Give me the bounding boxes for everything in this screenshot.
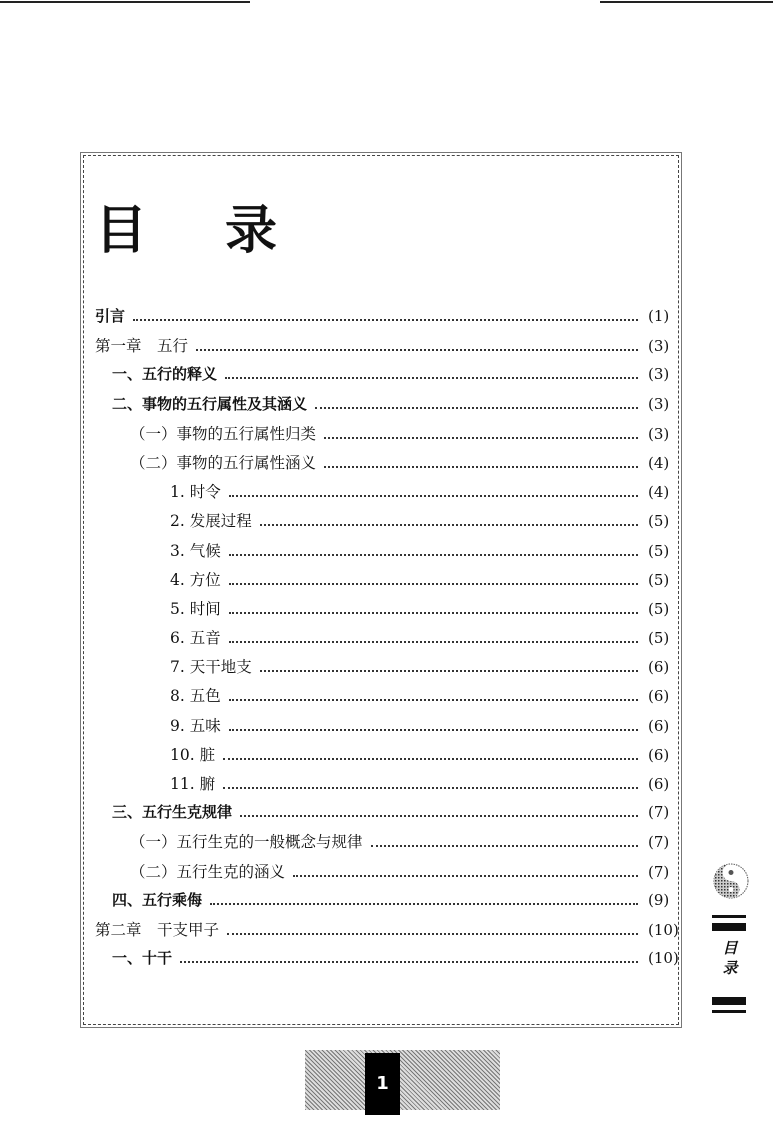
toc-entry[interactable] [95,830,680,859]
toc-entry-page: (6) [648,658,670,677]
dot-leader [260,524,638,526]
toc-entry[interactable] [95,626,680,655]
toc-entry-label: 一、五行的释义 [112,365,218,384]
toc-entry[interactable] [95,539,680,568]
toc-entry-page: (7) [648,833,670,852]
toc-entry-label: 6. 五音 [170,629,221,648]
toc-entry-label: 第一章 五行 [95,337,189,356]
dot-leader [225,377,638,379]
page-number-bar [305,1050,500,1110]
toc-entry-page: (10) [648,949,679,968]
dot-leader [315,407,638,409]
toc-entry-label: 8. 五色 [170,687,221,706]
title-char-2: 录 [225,201,278,261]
toc-entry-page: (10) [648,920,679,939]
toc-entry-label: 2. 发展过程 [170,512,252,531]
toc-entry[interactable] [95,772,680,801]
toc-entry-page: (3) [648,337,670,356]
toc-entry[interactable] [95,947,680,976]
toc-entry-page: (5) [648,629,670,648]
dot-leader [260,670,638,672]
side-tab-char-2: 录 [722,959,738,977]
dot-leader [223,758,638,760]
toc-entry-label: 二、事物的五行属性及其涵义 [112,394,308,413]
toc-entry[interactable] [95,918,680,947]
toc-entry-page: (5) [648,599,670,618]
dot-leader [293,875,638,877]
dot-leader [180,961,638,963]
page-number: 1 [365,1053,400,1115]
dot-leader [196,349,638,351]
toc-entry[interactable] [95,451,680,480]
side-rule [712,915,746,918]
dot-leader [229,729,638,731]
dot-leader [371,845,638,847]
toc-entry-page: (6) [648,745,670,764]
toc-entry-page: (4) [648,453,670,472]
toc-entry-label: 引言 [95,307,126,325]
toc-entry-page: (3) [648,394,670,413]
side-rule [712,1010,746,1013]
toc-entry-label: 一、十干 [112,949,173,968]
toc-entry[interactable] [95,655,680,684]
dot-leader [229,699,638,701]
toc-entry[interactable] [95,597,680,626]
toc-entry-label: （一）事物的五行属性归类 [130,424,317,443]
side-block [712,997,746,1005]
toc-entry-label: 3. 气候 [170,541,221,560]
dot-leader [229,583,638,585]
top-rule-right [600,1,773,3]
toc-entry[interactable] [95,743,680,772]
dot-leader [229,495,638,497]
toc-entry[interactable] [95,714,680,743]
dot-leader [240,815,638,817]
side-block [712,923,746,931]
toc-entry-page: (6) [648,775,670,793]
toc-entry-label: 9. 五味 [170,716,221,735]
toc-entry-label: （二）事物的五行属性涵义 [130,453,317,472]
toc-entry-label: 四、五行乘侮 [112,890,203,909]
yin-yang-icon [712,862,750,900]
toc-entry[interactable] [95,509,680,538]
toc-entry-label: 第二章 干支甲子 [95,920,220,939]
toc-entry-page: (6) [648,716,670,735]
toc-entry-page: (5) [648,570,670,589]
dot-leader [324,437,638,439]
toc-entry-page: (1) [648,307,670,325]
toc-entry[interactable] [95,801,680,830]
toc-entry-label: （一）五行生克的一般概念与规律 [130,833,363,852]
toc-entry-label: 10. 脏 [170,745,216,764]
toc-entry[interactable] [95,860,680,889]
toc-entry[interactable] [95,568,680,597]
table-of-contents [95,305,680,976]
top-rule-left [0,1,250,3]
dot-leader [229,554,638,556]
dot-leader [223,787,638,789]
toc-entry[interactable] [95,305,680,334]
toc-entry[interactable] [95,889,680,918]
dot-leader [210,903,638,905]
toc-entry-page: (6) [648,687,670,706]
toc-entry[interactable] [95,363,680,392]
dot-leader [133,319,638,321]
toc-entry-label: 1. 时令 [170,483,221,502]
toc-entry[interactable] [95,422,680,451]
dot-leader [324,466,638,468]
dot-leader [229,612,638,614]
toc-entry-page: (7) [648,862,670,881]
toc-entry[interactable] [95,334,680,363]
toc-entry-label: 11. 腑 [170,775,216,793]
toc-entry-label: 5. 时间 [170,599,221,618]
dot-leader [227,933,638,935]
toc-entry-label: 7. 天干地支 [170,658,252,677]
toc-entry-label: 三、五行生克规律 [112,803,233,822]
dot-leader [229,641,638,643]
toc-entry[interactable] [95,684,680,713]
toc-entry-page: (7) [648,803,670,822]
toc-entry-page: (5) [648,512,670,531]
side-tab-char-1: 目 [722,939,738,957]
toc-entry[interactable] [95,393,680,422]
toc-entry-page: (3) [648,365,670,384]
toc-entry-page: (4) [648,483,670,502]
toc-entry-label: 4. 方位 [170,570,221,589]
toc-entry-label: （二）五行生克的涵义 [130,862,286,881]
toc-entry-page: (5) [648,541,670,560]
toc-entry-page: (3) [648,424,670,443]
side-tab-label [720,938,740,978]
title-char-1: 目 [95,201,148,261]
toc-entry-page: (9) [648,890,670,909]
toc-entry[interactable] [95,480,680,509]
